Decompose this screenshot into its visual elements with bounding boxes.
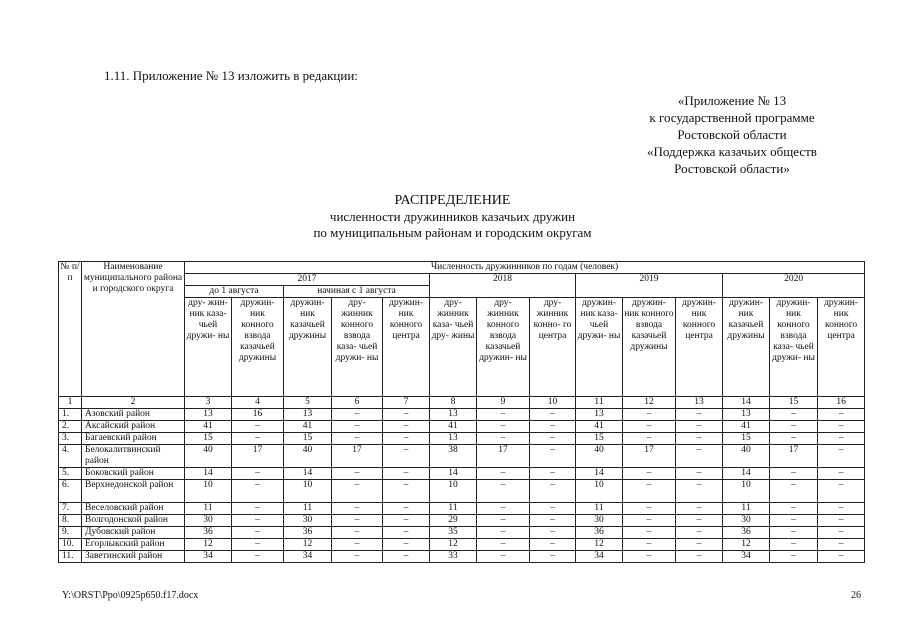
- table-cell: –: [383, 527, 430, 539]
- table-cell: 40: [576, 445, 623, 468]
- header-num: № п/п: [59, 262, 82, 397]
- table-cell: –: [623, 539, 676, 551]
- district-name: Аксайский район: [82, 421, 185, 433]
- table-cell: –: [676, 409, 723, 421]
- table-cell: –: [818, 515, 865, 527]
- header-year: 2020: [723, 274, 865, 298]
- row-number: 2.: [59, 421, 82, 433]
- table-cell: 30: [576, 515, 623, 527]
- column-header: дружин- ник конного центра: [818, 298, 865, 397]
- table-cell: –: [818, 539, 865, 551]
- table-cell: 15: [284, 433, 332, 445]
- table-cell: 12: [284, 539, 332, 551]
- header-year: 2017: [185, 274, 430, 286]
- table-cell: –: [676, 503, 723, 515]
- table-row: [59, 421, 865, 433]
- district-name: Заветинский район: [82, 551, 185, 563]
- table-cell: –: [676, 433, 723, 445]
- title-sub: по муниципальным районам и городским округам: [313, 225, 592, 240]
- table-cell: 12: [576, 539, 623, 551]
- table-row: [59, 433, 865, 445]
- table-cell: –: [770, 421, 818, 433]
- column-number: 12: [623, 397, 676, 409]
- column-number: 6: [332, 397, 383, 409]
- table-cell: –: [232, 503, 284, 515]
- table-cell: –: [530, 409, 576, 421]
- footer-file-path: Y:\ORST\Ppo\0925p650.f17.docx: [62, 590, 199, 601]
- table-cell: –: [477, 433, 530, 445]
- column-header: дру- жинник каза- чьей дру- жины: [430, 298, 477, 397]
- header-period: до 1 августа: [185, 286, 284, 298]
- district-name: Боковский район: [82, 468, 185, 480]
- table-cell: –: [383, 445, 430, 468]
- table-cell: –: [818, 445, 865, 468]
- table-cell: –: [332, 421, 383, 433]
- column-header: дружин- ник конного взвода каза- чьей дружи- ны: [770, 298, 818, 397]
- column-number: 1: [59, 397, 82, 409]
- header-year: 2018: [430, 274, 576, 298]
- column-header: дружин- ник каза- чьей дружи- ны: [576, 298, 623, 397]
- table-cell: –: [332, 551, 383, 563]
- table-cell: 11: [576, 503, 623, 515]
- table-cell: 10: [284, 480, 332, 503]
- table-row: [59, 445, 865, 468]
- table-cell: –: [676, 539, 723, 551]
- table-cell: 14: [723, 468, 770, 480]
- table-cell: 13: [723, 409, 770, 421]
- column-header: дру- жинник конно- го центра: [530, 298, 576, 397]
- table-cell: –: [477, 527, 530, 539]
- table-cell: –: [383, 480, 430, 503]
- table-cell: 41: [723, 421, 770, 433]
- title-main: РАСПРЕДЕЛЕНИЕ: [394, 193, 511, 208]
- table-cell: 17: [477, 445, 530, 468]
- table-cell: –: [770, 468, 818, 480]
- district-name: Волгодонской район: [82, 515, 185, 527]
- table-cell: 15: [185, 433, 232, 445]
- document-title: [0, 192, 905, 241]
- table-cell: –: [818, 551, 865, 563]
- table-cell: –: [530, 515, 576, 527]
- table-cell: –: [676, 445, 723, 468]
- column-number: 9: [477, 397, 530, 409]
- table-cell: –: [770, 539, 818, 551]
- table-cell: 11: [284, 503, 332, 515]
- table-cell: 30: [185, 515, 232, 527]
- table-cell: 12: [430, 539, 477, 551]
- table-cell: –: [383, 433, 430, 445]
- table-cell: –: [530, 480, 576, 503]
- table-cell: –: [818, 468, 865, 480]
- column-number: 4: [232, 397, 284, 409]
- table-cell: 40: [284, 445, 332, 468]
- column-number: 8: [430, 397, 477, 409]
- table-cell: –: [477, 421, 530, 433]
- table-row: [59, 468, 865, 480]
- column-header: дру- жин- ник каза- чьей дружи- ны: [185, 298, 232, 397]
- table-cell: –: [530, 421, 576, 433]
- table-cell: –: [232, 515, 284, 527]
- row-number: 8.: [59, 515, 82, 527]
- table-cell: 13: [430, 433, 477, 445]
- column-number: 13: [676, 397, 723, 409]
- table-cell: –: [770, 503, 818, 515]
- table-cell: –: [332, 480, 383, 503]
- table-cell: –: [332, 409, 383, 421]
- table-cell: 10: [185, 480, 232, 503]
- table-cell: –: [332, 515, 383, 527]
- column-number: 11: [576, 397, 623, 409]
- appendix-line: «Поддержка казачьих обществ: [647, 144, 817, 159]
- table-cell: –: [676, 515, 723, 527]
- table-cell: –: [477, 539, 530, 551]
- table-cell: –: [232, 551, 284, 563]
- table-cell: –: [623, 551, 676, 563]
- district-name: Белокалитвинский район: [82, 445, 185, 468]
- table-cell: –: [232, 433, 284, 445]
- table-cell: 38: [430, 445, 477, 468]
- table-cell: 40: [185, 445, 232, 468]
- appendix-line: Ростовской области»: [674, 161, 790, 176]
- table-cell: 15: [723, 433, 770, 445]
- table-cell: –: [770, 551, 818, 563]
- district-name: Дубовский район: [82, 527, 185, 539]
- table-cell: 34: [284, 551, 332, 563]
- table-cell: 36: [576, 527, 623, 539]
- district-name: Веселовский район: [82, 503, 185, 515]
- table-cell: 36: [723, 527, 770, 539]
- district-name: Багаевский район: [82, 433, 185, 445]
- table-cell: –: [383, 421, 430, 433]
- table-cell: –: [530, 551, 576, 563]
- table-cell: –: [770, 433, 818, 445]
- header-year: 2019: [576, 274, 723, 298]
- table-cell: –: [332, 433, 383, 445]
- table-cell: –: [623, 468, 676, 480]
- table-cell: –: [232, 468, 284, 480]
- table-cell: 13: [430, 409, 477, 421]
- table-cell: 12: [185, 539, 232, 551]
- table-cell: –: [383, 551, 430, 563]
- table-cell: –: [818, 527, 865, 539]
- table-cell: 17: [623, 445, 676, 468]
- table-cell: 33: [430, 551, 477, 563]
- table-cell: 11: [430, 503, 477, 515]
- table-row: [59, 480, 865, 503]
- table-cell: 10: [430, 480, 477, 503]
- row-number: 6.: [59, 480, 82, 503]
- row-number: 4.: [59, 445, 82, 468]
- column-number: 14: [723, 397, 770, 409]
- title-sub: численности дружинников казачьих дружин: [329, 209, 576, 224]
- table-cell: –: [770, 527, 818, 539]
- table-cell: 12: [723, 539, 770, 551]
- header-name: Наименование муниципального района и городского округа: [82, 262, 185, 397]
- table-row: [59, 551, 865, 563]
- table-cell: –: [623, 503, 676, 515]
- table-row: [59, 409, 865, 421]
- row-number: 3.: [59, 433, 82, 445]
- table-cell: –: [770, 515, 818, 527]
- appendix-line: Ростовской области: [677, 127, 787, 142]
- column-number: 16: [818, 397, 865, 409]
- table-cell: –: [770, 480, 818, 503]
- column-header: дружин- ник конного взвода казачьей дружины: [623, 298, 676, 397]
- column-number: 10: [530, 397, 576, 409]
- header-period: начиная с 1 августа: [284, 286, 430, 298]
- page-number: 26: [851, 590, 861, 601]
- table-cell: –: [530, 433, 576, 445]
- appendix-line: «Приложение № 13: [677, 93, 787, 108]
- table-row: [59, 515, 865, 527]
- table-cell: –: [383, 409, 430, 421]
- column-number: 15: [770, 397, 818, 409]
- district-name: Азовский район: [82, 409, 185, 421]
- column-number: 7: [383, 397, 430, 409]
- table-cell: –: [623, 515, 676, 527]
- table-cell: 35: [430, 527, 477, 539]
- column-header: дружин- ник конного взвода казачьей дружины: [232, 298, 284, 397]
- table-cell: –: [477, 515, 530, 527]
- row-number: 5.: [59, 468, 82, 480]
- distribution-table: [58, 261, 865, 563]
- table-cell: 15: [576, 433, 623, 445]
- table-cell: –: [232, 421, 284, 433]
- table-cell: –: [477, 409, 530, 421]
- column-header: дружин- ник казачьей дружины: [723, 298, 770, 397]
- table-cell: 34: [576, 551, 623, 563]
- row-number: 7.: [59, 503, 82, 515]
- table-cell: 41: [185, 421, 232, 433]
- appendix-header: [617, 92, 847, 177]
- table-cell: 10: [576, 480, 623, 503]
- table-cell: 13: [284, 409, 332, 421]
- table-cell: –: [477, 503, 530, 515]
- table-cell: –: [332, 468, 383, 480]
- table-cell: 30: [284, 515, 332, 527]
- table-cell: 29: [430, 515, 477, 527]
- table-cell: 17: [232, 445, 284, 468]
- intro-text: 1.11. Приложение № 13 изложить в редакции:: [104, 68, 358, 83]
- table-cell: 41: [576, 421, 623, 433]
- row-number: 1.: [59, 409, 82, 421]
- table-cell: –: [676, 480, 723, 503]
- column-header: дружин- ник казачьей дружины: [284, 298, 332, 397]
- table-row: [59, 503, 865, 515]
- table-cell: 17: [770, 445, 818, 468]
- table-cell: 11: [723, 503, 770, 515]
- column-number: 5: [284, 397, 332, 409]
- table-row: [59, 539, 865, 551]
- table-cell: –: [232, 527, 284, 539]
- table-cell: 10: [723, 480, 770, 503]
- table-cell: 14: [185, 468, 232, 480]
- table-cell: –: [477, 480, 530, 503]
- table-cell: –: [818, 409, 865, 421]
- column-number-row: [59, 397, 865, 409]
- table-cell: –: [818, 480, 865, 503]
- table-cell: 13: [185, 409, 232, 421]
- table-cell: 14: [430, 468, 477, 480]
- table-cell: –: [530, 539, 576, 551]
- table-cell: –: [530, 468, 576, 480]
- table-cell: –: [770, 409, 818, 421]
- row-number: 10.: [59, 539, 82, 551]
- table-cell: –: [623, 433, 676, 445]
- table-cell: –: [530, 527, 576, 539]
- table-cell: 14: [284, 468, 332, 480]
- table-cell: 36: [185, 527, 232, 539]
- table-cell: 36: [284, 527, 332, 539]
- table-cell: –: [332, 539, 383, 551]
- table-cell: 11: [185, 503, 232, 515]
- table-cell: 40: [723, 445, 770, 468]
- table-cell: –: [383, 539, 430, 551]
- table-cell: 13: [576, 409, 623, 421]
- header-total: Численность дружинников по годам (человек): [185, 262, 865, 274]
- row-number: 11.: [59, 551, 82, 563]
- table-cell: –: [477, 468, 530, 480]
- table-row: [59, 527, 865, 539]
- table-cell: –: [232, 480, 284, 503]
- table-cell: –: [232, 539, 284, 551]
- row-number: 9.: [59, 527, 82, 539]
- column-number: 2: [82, 397, 185, 409]
- table-cell: 16: [232, 409, 284, 421]
- table-cell: –: [623, 421, 676, 433]
- column-header: дружин- ник конного центра: [383, 298, 430, 397]
- table-cell: –: [477, 551, 530, 563]
- column-number: 3: [185, 397, 232, 409]
- table-cell: 30: [723, 515, 770, 527]
- district-name: Егорлыкский район: [82, 539, 185, 551]
- table-cell: –: [530, 503, 576, 515]
- column-header: дружин- ник конного центра: [676, 298, 723, 397]
- table-cell: –: [332, 503, 383, 515]
- table-cell: –: [623, 409, 676, 421]
- table-cell: –: [676, 527, 723, 539]
- district-name: Верхнедонской район: [82, 480, 185, 503]
- table-cell: –: [332, 527, 383, 539]
- table-cell: –: [676, 468, 723, 480]
- column-header: дру- жинник конного взвода каза- чьей дружи- ны: [332, 298, 383, 397]
- table-cell: –: [818, 421, 865, 433]
- table-cell: 34: [185, 551, 232, 563]
- column-header: дру- жинник конного взвода казачьей дружин- ны: [477, 298, 530, 397]
- table-cell: 41: [284, 421, 332, 433]
- table-cell: 41: [430, 421, 477, 433]
- table-cell: 14: [576, 468, 623, 480]
- table-cell: –: [676, 421, 723, 433]
- table-cell: –: [530, 445, 576, 468]
- table-cell: –: [383, 515, 430, 527]
- table-cell: –: [383, 468, 430, 480]
- table-cell: –: [676, 551, 723, 563]
- table-cell: –: [623, 480, 676, 503]
- table-cell: –: [818, 433, 865, 445]
- table-cell: 34: [723, 551, 770, 563]
- table-cell: –: [818, 503, 865, 515]
- appendix-line: к государственной программе: [649, 110, 815, 125]
- table-cell: –: [383, 503, 430, 515]
- table-cell: –: [623, 527, 676, 539]
- table-cell: 17: [332, 445, 383, 468]
